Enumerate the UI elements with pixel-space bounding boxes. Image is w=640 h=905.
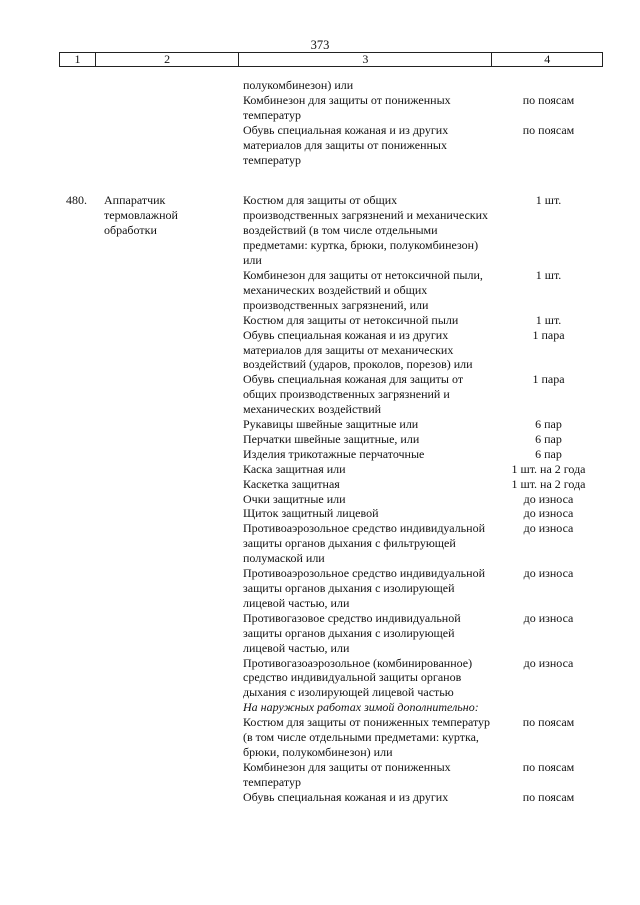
column-header-4: 4 bbox=[544, 52, 551, 66]
item-description: Противоаэрозольное средство индивидуальной защиты органов дыхания с фильтрующей полумаской или bbox=[243, 521, 485, 566]
entry-items bbox=[0, 193, 640, 804]
item-description: Каскетка защитная bbox=[243, 476, 340, 491]
list-item bbox=[0, 447, 640, 462]
continued-rows bbox=[0, 78, 640, 167]
item-description: Костюм для защиты от нетоксичной пыли bbox=[243, 312, 459, 327]
item-description: Перчатки швейные защитные, или bbox=[243, 431, 420, 446]
list-item bbox=[0, 521, 640, 566]
list-item bbox=[0, 477, 640, 492]
item-description: Обувь специальная кожаная и из других bbox=[243, 789, 449, 804]
list-item bbox=[0, 193, 640, 268]
item-quantity: 6 пар bbox=[535, 417, 562, 432]
item-quantity: по поясам bbox=[522, 92, 575, 107]
item-quantity: 1 шт. bbox=[535, 312, 562, 327]
item-quantity: 1 пара bbox=[532, 372, 565, 387]
item-description: Противогазоаэрозольное (комбинированное) средство индивидуальной защиты органов дыхания с изолирующей лицевой частью bbox=[243, 655, 473, 700]
item-quantity: по поясам bbox=[522, 759, 575, 774]
column-header-2: 2 bbox=[96, 53, 239, 66]
item-description: Каска защитная или bbox=[243, 461, 346, 476]
item-quantity: до износа bbox=[523, 521, 574, 536]
item-description: Рукавицы швейные защитные или bbox=[243, 417, 419, 432]
list-item bbox=[0, 93, 640, 123]
list-item bbox=[0, 700, 640, 715]
list-item bbox=[0, 328, 640, 373]
item-description: Комбинезон для защиты от пониженных температур bbox=[243, 92, 451, 122]
item-description: Противоаэрозольное средство индивидуальной защиты органов дыхания с изолирующей лицевой частью, или bbox=[243, 566, 485, 610]
row-gap bbox=[0, 167, 640, 193]
list-item bbox=[0, 432, 640, 447]
item-description: Обувь специальная кожаная и из других материалов для защиты от механических воздействий (ударов, проколов, порезов) или bbox=[243, 327, 473, 372]
item-quantity: 1 шт. bbox=[535, 193, 562, 208]
item-quantity: по поясам bbox=[522, 789, 575, 804]
item-quantity: 6 пар bbox=[535, 431, 562, 446]
entry-number: 480. bbox=[66, 193, 87, 208]
list-item bbox=[0, 790, 640, 805]
item-quantity: до износа bbox=[523, 506, 574, 521]
column-header-row bbox=[59, 52, 603, 67]
list-item bbox=[0, 462, 640, 477]
list-item bbox=[0, 611, 640, 656]
item-quantity: до износа bbox=[523, 610, 574, 625]
item-quantity: 6 пар bbox=[535, 446, 562, 461]
list-item bbox=[0, 566, 640, 611]
item-quantity: 1 шт. bbox=[535, 267, 562, 282]
item-quantity: 1 шт. на 2 года bbox=[511, 461, 586, 476]
item-quantity: 1 пара bbox=[532, 327, 565, 342]
page-number: 373 bbox=[310, 38, 330, 52]
item-description: полукомбинезон) или bbox=[243, 78, 354, 92]
item-quantity: по поясам bbox=[522, 122, 575, 137]
item-description: Костюм для защиты от пониженных температур (в том числе отдельными предметами: куртка, брюки, полукомбинезон) или bbox=[243, 715, 491, 759]
column-header-3: 3 bbox=[239, 53, 492, 66]
item-description: Обувь специальная кожаная и из других материалов для защиты от пониженных температур bbox=[243, 122, 449, 167]
list-item bbox=[0, 372, 640, 417]
list-item bbox=[0, 506, 640, 521]
list-item bbox=[0, 715, 640, 760]
list-item bbox=[0, 268, 640, 313]
list-item bbox=[0, 417, 640, 432]
table-body bbox=[0, 78, 640, 805]
item-quantity: до износа bbox=[523, 655, 574, 670]
entry-title: Аппаратчик термовлажной обработки bbox=[104, 193, 178, 238]
item-description: Изделия трикотажные перчаточные bbox=[243, 446, 425, 461]
item-description: Комбинезон для защиты от пониженных температур bbox=[243, 759, 451, 789]
item-description: Противогазовое средство индивидуальной защиты органов дыхания с изолирующей лицевой частью, или bbox=[243, 610, 461, 655]
item-description: Обувь специальная кожаная для защиты от общих производственных загрязнений и механических воздействий bbox=[243, 372, 464, 417]
item-quantity: 1 шт. на 2 года bbox=[511, 476, 586, 491]
item-description: Комбинезон для защиты от нетоксичной пыли, механических воздействий и общих производственных загрязнений, или bbox=[243, 267, 483, 312]
item-description: Щиток защитный лицевой bbox=[243, 506, 379, 521]
list-item bbox=[0, 760, 640, 790]
item-quantity: по поясам bbox=[522, 715, 575, 730]
list-item bbox=[0, 78, 640, 93]
item-quantity: до износа bbox=[523, 491, 574, 506]
item-description: Костюм для защиты от общих производственных загрязнений и механических воздействий (в том числе отдельными предметами: куртка, брюки, полукомбинезон) или bbox=[243, 193, 489, 268]
entry-row bbox=[0, 193, 640, 804]
column-header-1: 1 bbox=[60, 53, 96, 66]
section-note: На наружных работах зимой дополнительно: bbox=[243, 700, 479, 715]
list-item bbox=[0, 492, 640, 507]
list-item bbox=[0, 123, 640, 168]
item-quantity: до износа bbox=[523, 566, 574, 581]
list-item bbox=[0, 656, 640, 701]
item-description: Очки защитные или bbox=[243, 491, 346, 506]
list-item bbox=[0, 313, 640, 328]
